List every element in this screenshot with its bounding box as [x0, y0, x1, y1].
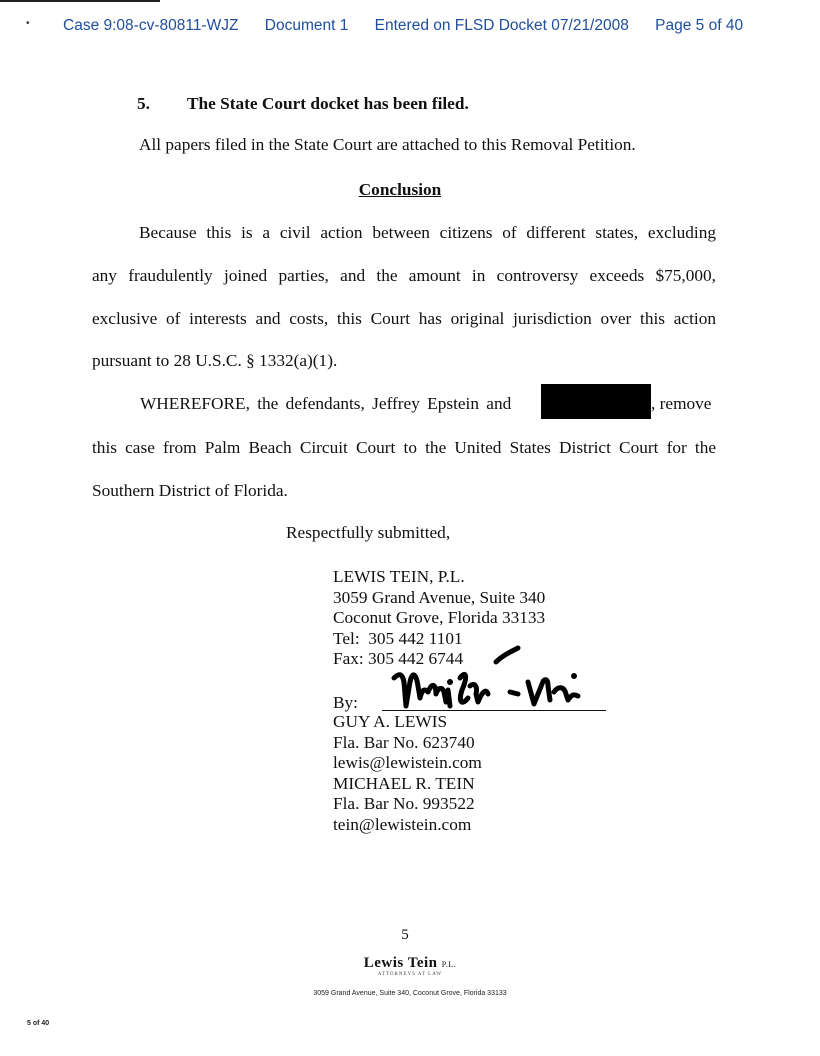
signatory-1-bar: Fla. Bar No. 623740 — [333, 732, 475, 752]
conclusion-line-4: pursuant to 28 U.S.C. § 1332(a)(1). — [92, 351, 338, 370]
docket-entry: Entered on FLSD Docket 07/21/2008 — [374, 17, 629, 34]
scan-mark: • — [26, 18, 30, 29]
firm-logo — [0, 955, 820, 972]
conclusion-line-1: Because this is a civil action between citizens of different states, excluding — [139, 223, 716, 242]
signatory-1-name: GUY A. LEWIS — [333, 712, 448, 731]
page-indicator: Page 5 of 40 — [655, 17, 744, 34]
handwritten-signature — [378, 642, 588, 717]
section-heading: The State Court docket has been filed. — [187, 94, 469, 113]
firm-logo-text: Lewis Tein — [363, 955, 438, 971]
wherefore-line-2: this case from Palm Beach Circuit Court to the United States District Court for the — [92, 438, 716, 457]
top-rule — [0, 0, 160, 2]
firm-tel: Tel: 305 442 1101 — [333, 628, 463, 648]
conclusion-heading: Conclusion — [358, 180, 442, 199]
redaction-box — [541, 384, 651, 419]
conclusion-line-2: any fraudulently joined parties, and the amount in controversy exceeds $75,000, — [92, 266, 716, 285]
page-number: 5 — [401, 927, 409, 943]
conclusion-line-3: exclusive of interests and costs, this Court has original jurisdiction over this action — [92, 309, 716, 328]
firm-address-2: Coconut Grove, Florida 33133 — [333, 608, 546, 627]
case-number: Case 9:08-cv-80811-WJZ — [63, 17, 239, 34]
page-of: 5 of 40 — [27, 1020, 50, 1027]
section-text: All papers filed in the State Court are attached to this Removal Petition. — [139, 135, 636, 154]
firm-address-1: 3059 Grand Avenue, Suite 340 — [333, 587, 546, 607]
signatory-1-email: lewis@lewistein.com — [333, 753, 482, 772]
signatory-2-name: MICHAEL R. TEIN — [333, 773, 475, 793]
signatory-block — [333, 712, 482, 835]
wherefore-line-1-start: WHEREFORE, the defendants, Jeffrey Epstein and — [140, 394, 512, 413]
signatory-2-email: tein@lewistein.com — [333, 814, 472, 834]
signatory-2-bar: Fla. Bar No. 993522 — [333, 794, 475, 813]
firm-name: LEWIS TEIN, P.L. — [333, 567, 465, 586]
footer-address: 3059 Grand Avenue, Suite 340, Coconut Grove, Florida 33133 — [313, 990, 507, 997]
docket-header — [63, 17, 743, 35]
firm-fax: Fax: 305 442 6744 — [333, 649, 464, 668]
firm-tagline: ATTORNEYS AT LAW — [377, 972, 443, 977]
document-number: Document 1 — [264, 17, 349, 34]
wherefore-line-3: Southern District of Florida. — [92, 481, 288, 500]
section-number: 5. — [137, 94, 150, 113]
by-label: By: — [333, 693, 358, 712]
wherefore-line-1-end: , remove — [651, 394, 712, 413]
firm-logo-suffix: P.L. — [441, 960, 457, 969]
closing: Respectfully submitted, — [286, 523, 451, 542]
